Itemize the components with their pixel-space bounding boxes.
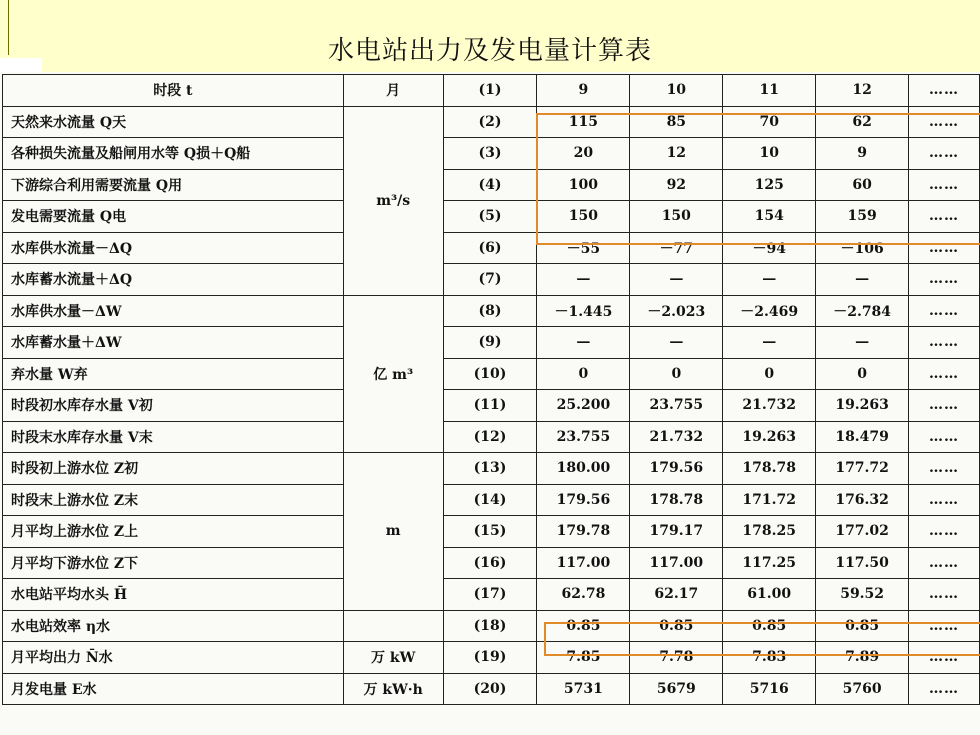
cell-more: …… xyxy=(909,673,980,705)
cell-more: …… xyxy=(909,579,980,611)
cell: 179.17 xyxy=(630,516,723,548)
row-index: (20) xyxy=(443,673,537,705)
row-label: 月发电量 E水 xyxy=(3,673,344,705)
row-index: (16) xyxy=(443,547,537,579)
header-month: 月 xyxy=(343,75,443,107)
cell: －2.023 xyxy=(630,295,723,327)
cell-more: …… xyxy=(909,169,980,201)
row-label: 水电站平均水头 H̄ xyxy=(3,579,344,611)
cell: 5760 xyxy=(816,673,909,705)
row-label: 水库蓄水量＋ΔW xyxy=(3,327,344,359)
cell: 70 xyxy=(723,106,816,138)
row-index: (18) xyxy=(443,610,537,642)
header-period: 时段 t xyxy=(3,75,344,107)
cell: 0.85 xyxy=(816,610,909,642)
cell: 23.755 xyxy=(537,421,630,453)
cell: 7.83 xyxy=(723,642,816,674)
table-row xyxy=(3,421,980,453)
cell-more: …… xyxy=(909,610,980,642)
cell: 92 xyxy=(630,169,723,201)
cell: 115 xyxy=(537,106,630,138)
cell: 125 xyxy=(723,169,816,201)
cell: — xyxy=(537,264,630,296)
cell: — xyxy=(630,327,723,359)
row-label: 天然来水流量 Q天 xyxy=(3,106,344,138)
cell: 19.263 xyxy=(723,421,816,453)
cell: 5716 xyxy=(723,673,816,705)
cell: 0 xyxy=(537,358,630,390)
row-index: (11) xyxy=(443,390,537,422)
header-more: …… xyxy=(909,75,980,107)
unit-level: m xyxy=(343,453,443,611)
cell: 117.00 xyxy=(537,547,630,579)
table-row xyxy=(3,106,980,138)
cell-more: …… xyxy=(909,201,980,233)
table-row xyxy=(3,232,980,264)
cell: 177.02 xyxy=(816,516,909,548)
row-index: (12) xyxy=(443,421,537,453)
cell: 10 xyxy=(723,138,816,170)
cell: 179.78 xyxy=(537,516,630,548)
cell: 159 xyxy=(816,201,909,233)
unit-power: 万 kW xyxy=(343,642,443,674)
cell: －77 xyxy=(630,232,723,264)
table-row xyxy=(3,358,980,390)
cell-more: …… xyxy=(909,264,980,296)
cell: 25.200 xyxy=(537,390,630,422)
cell: — xyxy=(537,327,630,359)
row-index: (6) xyxy=(443,232,537,264)
cell-more: …… xyxy=(909,327,980,359)
row-index: (17) xyxy=(443,579,537,611)
cell-more: …… xyxy=(909,295,980,327)
table-row xyxy=(3,264,980,296)
cell: 0.85 xyxy=(630,610,723,642)
cell: 19.263 xyxy=(816,390,909,422)
cell: －94 xyxy=(723,232,816,264)
cell-more: …… xyxy=(909,232,980,264)
row-label: 水库供水流量－ΔQ xyxy=(3,232,344,264)
header-row xyxy=(3,75,980,107)
header-month-11: 11 xyxy=(723,75,816,107)
table-row xyxy=(3,201,980,233)
cell: －1.445 xyxy=(537,295,630,327)
row-label: 水库供水量－ΔW xyxy=(3,295,344,327)
cell: 62.17 xyxy=(630,579,723,611)
row-index: (7) xyxy=(443,264,537,296)
row-index: (9) xyxy=(443,327,537,359)
cell: 150 xyxy=(537,201,630,233)
table-row xyxy=(3,327,980,359)
cell: 154 xyxy=(723,201,816,233)
row-index: (14) xyxy=(443,484,537,516)
cell: 7.85 xyxy=(537,642,630,674)
cell: 0.85 xyxy=(537,610,630,642)
row-index: (13) xyxy=(443,453,537,485)
cell: 177.72 xyxy=(816,453,909,485)
cell-more: …… xyxy=(909,390,980,422)
row-label: 发电需要流量 Q电 xyxy=(3,201,344,233)
cell-more: …… xyxy=(909,106,980,138)
cell: 117.00 xyxy=(630,547,723,579)
cell: 5731 xyxy=(537,673,630,705)
row-index: (2) xyxy=(443,106,537,138)
cell: 5679 xyxy=(630,673,723,705)
cell: — xyxy=(723,327,816,359)
header-month-9: 9 xyxy=(537,75,630,107)
unit-flow: m³/s xyxy=(343,106,443,295)
table-row xyxy=(3,390,980,422)
row-index: (15) xyxy=(443,516,537,548)
table-row xyxy=(3,547,980,579)
cell: 12 xyxy=(630,138,723,170)
header-index: (1) xyxy=(443,75,537,107)
cell: 117.50 xyxy=(816,547,909,579)
cell: 85 xyxy=(630,106,723,138)
cell-more: …… xyxy=(909,453,980,485)
table-row xyxy=(3,642,980,674)
row-index: (10) xyxy=(443,358,537,390)
cell: 180.00 xyxy=(537,453,630,485)
cell: 23.755 xyxy=(630,390,723,422)
cell: －55 xyxy=(537,232,630,264)
table-row xyxy=(3,673,980,705)
cell: 62.78 xyxy=(537,579,630,611)
table-row xyxy=(3,516,980,548)
row-index: (19) xyxy=(443,642,537,674)
cell: －2.469 xyxy=(723,295,816,327)
table-row xyxy=(3,453,980,485)
cell: －106 xyxy=(816,232,909,264)
row-label: 时段末水库存水量 V末 xyxy=(3,421,344,453)
cell: 7.89 xyxy=(816,642,909,674)
table-row xyxy=(3,169,980,201)
cell: 179.56 xyxy=(630,453,723,485)
row-label: 时段初水库存水量 V初 xyxy=(3,390,344,422)
cell: 20 xyxy=(537,138,630,170)
cell-more: …… xyxy=(909,484,980,516)
calculation-table xyxy=(2,74,980,705)
row-index: (3) xyxy=(443,138,537,170)
cell: 0 xyxy=(630,358,723,390)
cell: 171.72 xyxy=(723,484,816,516)
cell: 176.32 xyxy=(816,484,909,516)
table-row xyxy=(3,579,980,611)
unit-energy: 万 kW·h xyxy=(343,673,443,705)
row-label: 月平均下游水位 Z下 xyxy=(3,547,344,579)
unit-volume: 亿 m³ xyxy=(343,295,443,453)
row-label: 时段初上游水位 Z初 xyxy=(3,453,344,485)
cell: －2.784 xyxy=(816,295,909,327)
cell-more: …… xyxy=(909,547,980,579)
cell: — xyxy=(630,264,723,296)
cell: 21.732 xyxy=(723,390,816,422)
row-label: 月平均上游水位 Z上 xyxy=(3,516,344,548)
row-label: 下游综合利用需要流量 Q用 xyxy=(3,169,344,201)
cell: 117.25 xyxy=(723,547,816,579)
page-title: 水电站出力及发电量计算表 xyxy=(327,36,652,66)
cell: — xyxy=(816,264,909,296)
cell: 0.85 xyxy=(723,610,816,642)
table-row xyxy=(3,610,980,642)
row-label: 弃水量 W弃 xyxy=(3,358,344,390)
unit-empty xyxy=(343,610,443,642)
cell: 59.52 xyxy=(816,579,909,611)
cell-more: …… xyxy=(909,421,980,453)
cell: 21.732 xyxy=(630,421,723,453)
header-month-10: 10 xyxy=(630,75,723,107)
cell-more: …… xyxy=(909,138,980,170)
cell: 150 xyxy=(630,201,723,233)
row-label: 时段末上游水位 Z末 xyxy=(3,484,344,516)
cell: 0 xyxy=(816,358,909,390)
row-label: 各种损失流量及船闸用水等 Q损＋Q船 xyxy=(3,138,344,170)
cell-more: …… xyxy=(909,642,980,674)
cell-more: …… xyxy=(909,358,980,390)
cell: 179.56 xyxy=(537,484,630,516)
cell: 178.78 xyxy=(630,484,723,516)
cell: — xyxy=(723,264,816,296)
cell: 178.25 xyxy=(723,516,816,548)
cell: 62 xyxy=(816,106,909,138)
cell: 7.78 xyxy=(630,642,723,674)
header-month-12: 12 xyxy=(816,75,909,107)
row-label: 月平均出力 N̄水 xyxy=(3,642,344,674)
cell: — xyxy=(816,327,909,359)
row-label: 水库蓄水流量＋ΔQ xyxy=(3,264,344,296)
cell: 60 xyxy=(816,169,909,201)
cell: 178.78 xyxy=(723,453,816,485)
table-row xyxy=(3,484,980,516)
row-index: (4) xyxy=(443,169,537,201)
table-row xyxy=(3,295,980,327)
table-row xyxy=(3,138,980,170)
cell: 9 xyxy=(816,138,909,170)
cell: 100 xyxy=(537,169,630,201)
cell: 0 xyxy=(723,358,816,390)
cell: 18.479 xyxy=(816,421,909,453)
row-index: (8) xyxy=(443,295,537,327)
cell: 61.00 xyxy=(723,579,816,611)
row-label: 水电站效率 η水 xyxy=(3,610,344,642)
cell-more: …… xyxy=(909,516,980,548)
row-index: (5) xyxy=(443,201,537,233)
